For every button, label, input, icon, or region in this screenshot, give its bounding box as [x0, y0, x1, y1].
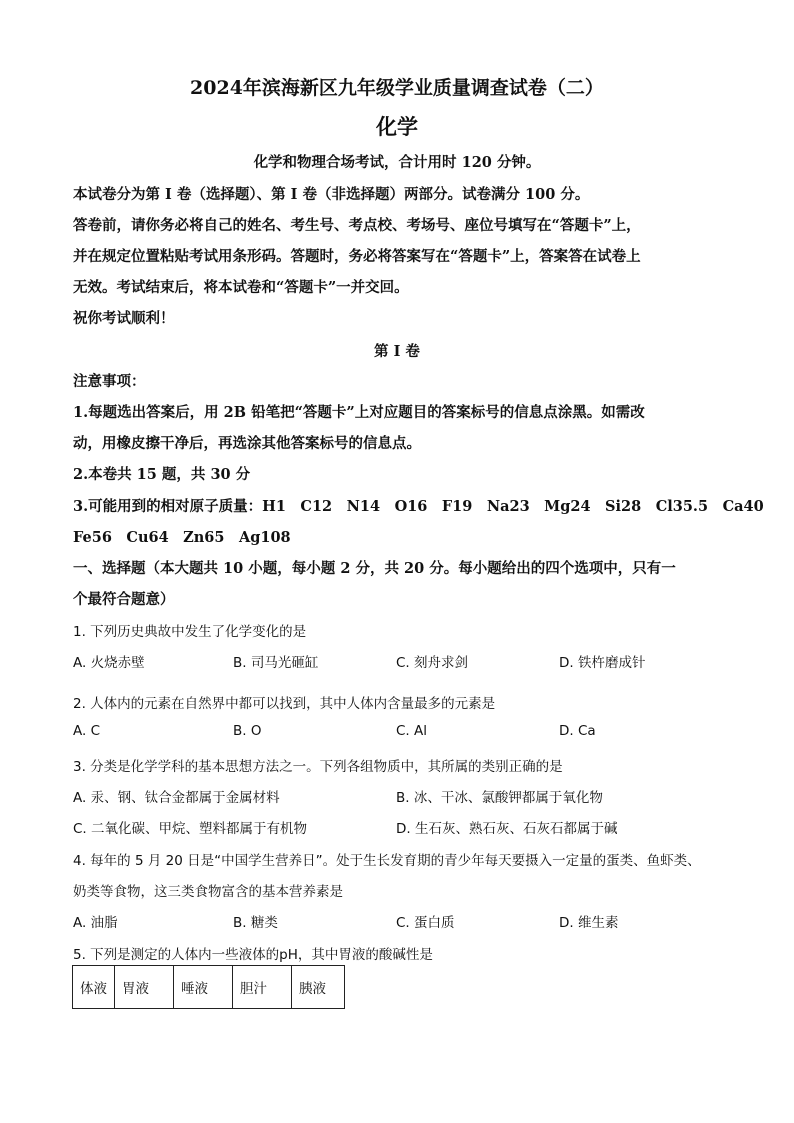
question-stem: 1. 下列历史典故中发生了化学变化的是 — [73, 624, 307, 640]
question-stem-continued: 奶类等食物，这三类食物富含的基本营养素是 — [73, 884, 343, 900]
intro-instruction-line: 并在规定位置粘贴考试用条形码。答题时，务必将答案写在“答题卡”上，答案答在试卷上 — [73, 248, 641, 265]
option-b: B. 冰、干冰、氯酸钾都属于氧化物 — [396, 790, 603, 806]
question-stem: 3. 分类是化学学科的基本思想方法之一。下列各组物质中，其所属的类别正确的是 — [73, 759, 563, 775]
option-d: D. 铁杵磨成针 — [559, 655, 646, 671]
intro-instruction-line: 无效。考试结束后，将本试卷和“答题卡”一并交回。 — [73, 279, 409, 296]
option-d: D. 生石灰、熟石灰、石灰石都属于碱 — [396, 821, 618, 837]
option-c: C. 刻舟求剑 — [396, 655, 469, 671]
option-d: D. Ca — [559, 723, 596, 739]
option-b: B. O — [233, 723, 262, 739]
note-line: 3.可能用到的相对原子质量：H1 C12 N14 O16 F19 Na23 Mg24 Si28 Cl35.5 Ca40 — [73, 498, 764, 515]
question-stem: 5. 下列是测定的人体内一些液体的pH，其中胃液的酸碱性是 — [73, 947, 433, 963]
part-heading: 个最符合题意） — [73, 591, 175, 608]
intro-wish-line: 祝你考试顺利！ — [73, 310, 175, 327]
note-line: 动，用橡皮擦干净后，再选涂其他答案标号的信息点。 — [73, 435, 421, 452]
intro-time-line: 化学和物理合场考试，合计用时 120 分钟。 — [253, 154, 541, 171]
option-a: A. C — [73, 723, 101, 739]
option-c: C. Al — [396, 723, 427, 739]
subject-title: 化学 — [376, 114, 418, 139]
table-header-cell: 胃液 — [115, 966, 174, 1009]
note-line: 2.本卷共 15 题，共 30 分 — [73, 466, 251, 483]
table-header-cell: 体液 — [73, 966, 115, 1009]
option-c: C. 二氧化碳、甲烷、塑料都属于有机物 — [73, 821, 308, 837]
section-heading: 第 I 卷 — [374, 343, 420, 360]
intro-structure-line: 本试卷分为第 I 卷（选择题）、第 I 卷（非选择题）两部分。试卷满分 100 分。 — [73, 186, 590, 203]
notes-title: 注意事项： — [73, 373, 146, 390]
table-header-cell: 胆汁 — [233, 966, 292, 1009]
option-b: B. 糖类 — [233, 915, 278, 931]
table-header-cell: 唾液 — [174, 966, 233, 1009]
option-a: A. 汞、钢、钛合金都属于金属材料 — [73, 790, 280, 806]
option-a: A. 油脂 — [73, 915, 118, 931]
exam-title: 2024年滨海新区九年级学业质量调查试卷（二） — [190, 77, 604, 99]
option-c: C. 蛋白质 — [396, 915, 455, 931]
intro-instruction-line: 答卷前，请你务必将自己的姓名、考生号、考点校、考场号、座位号填写在“答题卡”上， — [73, 217, 641, 234]
ph-table — [72, 965, 345, 1009]
option-a: A. 火烧赤壁 — [73, 655, 145, 671]
question-stem: 2. 人体内的元素在自然界中都可以找到，其中人体内含量最多的元素是 — [73, 696, 496, 712]
note-line: Fe56 Cu64 Zn65 Ag108 — [73, 529, 291, 546]
table-header-cell: 胰液 — [292, 966, 345, 1009]
option-d: D. 维生素 — [559, 915, 619, 931]
question-stem: 4. 每年的 5 月 20 日是“中国学生营养日”。处于生长发育期的青少年每天要摄入一定量的蛋类、鱼虾类、 — [73, 853, 701, 869]
part-heading: 一、选择题（本大题共 10 小题，每小题 2 分，共 20 分。每小题给出的四个选项中，只有一 — [73, 560, 676, 577]
note-line: 1.每题选出答案后，用 2B 铅笔把“答题卡”上对应题目的答案标号的信息点涂黑。如需改 — [73, 404, 645, 421]
table-row — [73, 966, 345, 1009]
option-b: B. 司马光砸缸 — [233, 655, 319, 671]
